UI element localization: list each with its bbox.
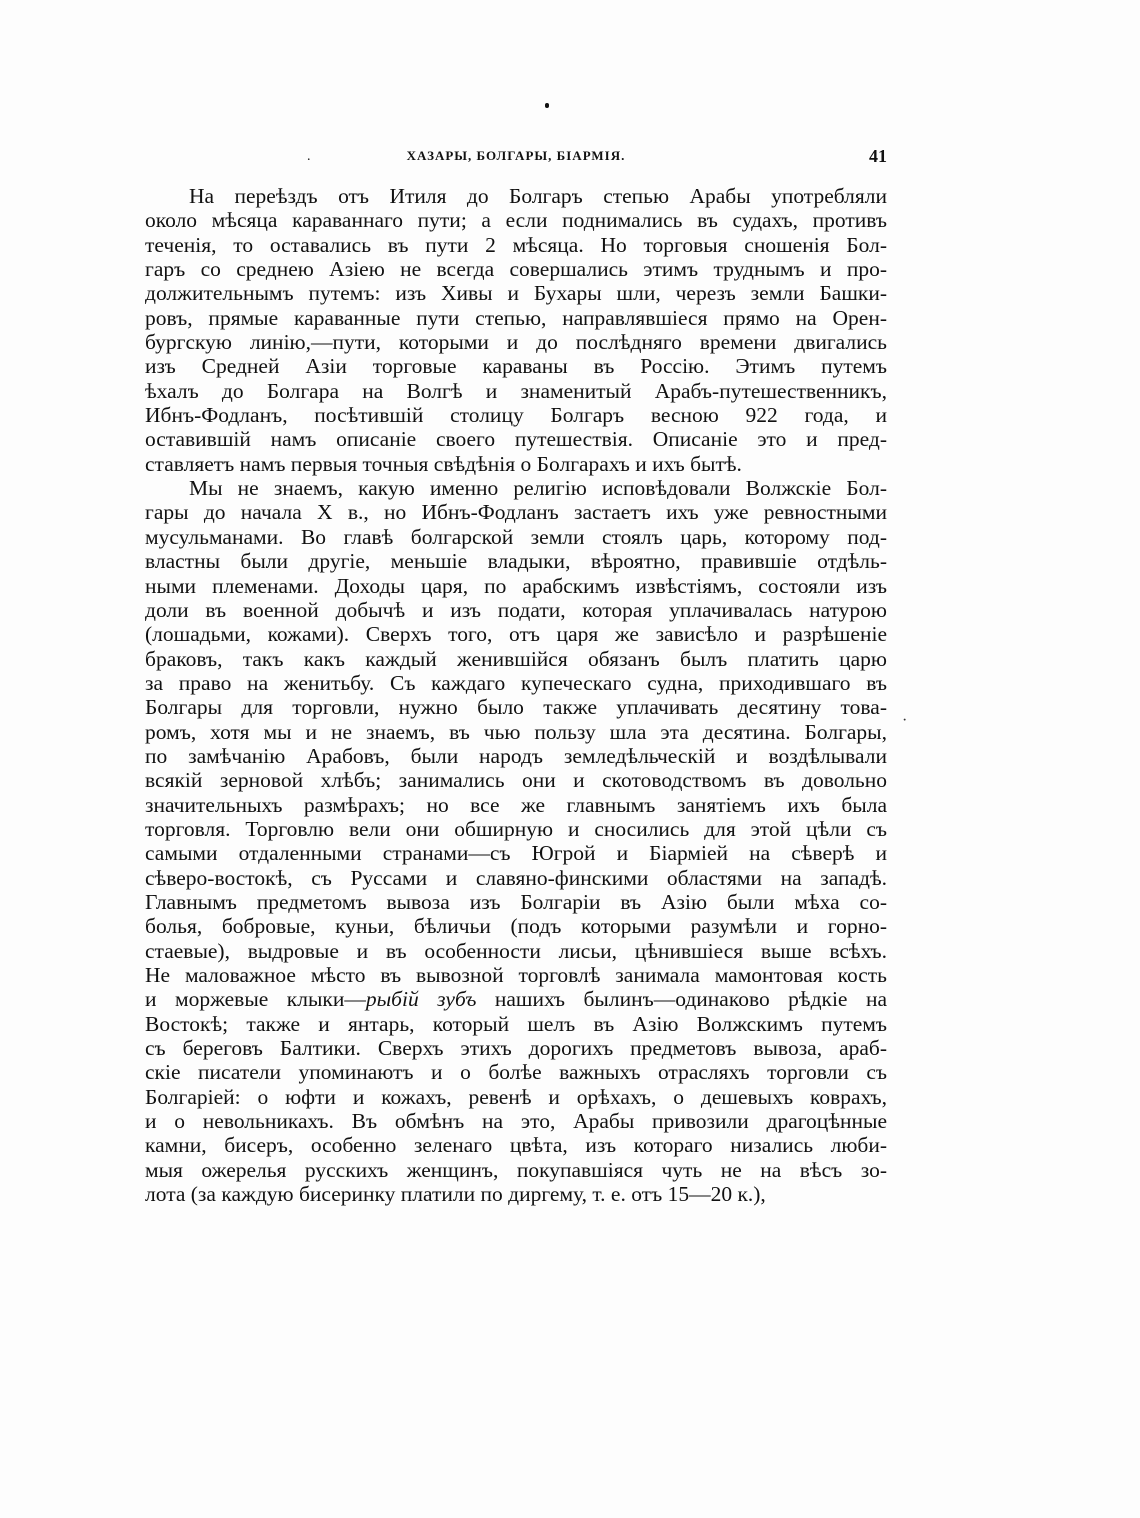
text-line: властны были другіе, меньшіе владыки, вѣроятно, правившіе отдѣль- [145, 549, 887, 574]
text-line: теченія, то оставались въ пути 2 мѣсяца. Но торговыя сношенія Бол- [145, 232, 887, 257]
text-line: Болгары для торговли, нужно было также уплачивать десятину това- [145, 695, 887, 720]
text-line: Болгаріей: о юфти и кожахъ, ревенѣ и орѣхахъ, о дешевыхъ коврахъ, [145, 1084, 887, 1109]
running-head-title: ХАЗАРЫ, БОЛГАРЫ, БІАРМІЯ. [406, 148, 626, 163]
text-line [145, 987, 887, 1011]
margin-mark: · [902, 712, 908, 729]
text-line: доли въ военной добычѣ и изъ подати, которая уплачивалась натурою [145, 597, 887, 622]
text-line: по замѣчанію Арабовъ, были народъ земледѣльческій и воздѣлывали [145, 743, 887, 768]
italic-phrase: рыбій зубъ [365, 987, 477, 1012]
text-line: Востокѣ; также и янтарь, который шелъ въ Азію Волжскимъ путемъ [145, 1011, 887, 1036]
text-line: значительныхъ размѣрахъ; но все же главнымъ занятіемъ ихъ была [145, 792, 887, 817]
text-line: Мы не знаемъ, какую именно религію исповѣдовали Волжскіе Бол- [189, 476, 887, 501]
running-head [145, 146, 887, 170]
text-line: всякій зерновой хлѣбъ; занимались они и скотоводствомъ въ довольно [145, 768, 887, 793]
page-number: 41 [869, 146, 887, 166]
text-line: На переѣздъ отъ Итиля до Болгаръ степью Арабы употребляли [189, 184, 887, 208]
text-line: изъ Средней Азіи торговые караваны въ Россію. Этимъ путемъ [145, 354, 887, 379]
text-line: и о невольникахъ. Въ обмѣнъ на это, Арабы привозили драгоцѣнные [145, 1109, 887, 1134]
text-line: бургскую линію,—пути, которыми и до послѣдняго времени двигались [145, 330, 887, 355]
text-run: нашихъ былинъ—одинаково рѣдкіе на [476, 987, 887, 1012]
text-line: Не маловажное мѣсто въ вывозной торговлѣ занимала мамонтовая кость [145, 963, 887, 987]
text-line: гаръ со среднею Азіею не всегда совершались этимъ труднымъ и про- [145, 257, 887, 282]
text-line: стаевые), выдровые и въ особенности лисьи, цѣнившіеся выше всѣхъ. [145, 938, 887, 963]
text-line: за право на женитьбу. Съ каждаго купеческаго судна, приходившаго въ [145, 670, 887, 695]
body-text [145, 184, 887, 1206]
text-line: лота (за каждую бисеринку платили по диргему, т. е. отъ 15—20 к.), [145, 1182, 766, 1207]
text-line: ставляетъ намъ первыя точныя свѣдѣнія о Болгарахъ и ихъ бытѣ. [145, 451, 742, 476]
text-line: скіе писатели упоминаютъ и о болѣе важныхъ отрасляхъ торговли съ [145, 1060, 887, 1085]
running-head-dot: . [307, 149, 311, 164]
paragraph-1 [145, 184, 887, 476]
text-line: мусульманами. Во главѣ болгарской земли стоялъ царь, которому под- [145, 524, 887, 549]
text-line: оставившій намъ описаніе своего путешествія. Описаніе это и пред- [145, 427, 887, 452]
text-line: браковъ, такъ какъ каждый женившійся обязанъ былъ платить царю [145, 646, 887, 671]
text-line: должительнымъ путемъ: изъ Хивы и Бухары шли, черезъ земли Башки- [145, 281, 887, 306]
ink-speck [545, 103, 549, 108]
text-line: Ибнъ-Фодланъ, посѣтившій столицу Болгаръ весною 922 года, и [145, 403, 887, 428]
text-line: торговля. Торговлю вели они обширную и сносились для этой цѣли съ [145, 816, 887, 841]
text-line: гары до начала X в., но Ибнъ-Фодланъ застаетъ ихъ уже ревностными [145, 500, 887, 525]
text-run: и моржевые клыки— [145, 987, 366, 1012]
text-line: ромъ, хотя мы и не знаемъ, въ чью пользу шла эта десятина. Болгары, [145, 719, 887, 744]
text-line: самыми отдаленными странами—съ Югрой и Біарміей на сѣверѣ и [145, 841, 887, 866]
text-line: ными племенами. Доходы царя, по арабскимъ извѣстіямъ, состояли изъ [145, 573, 887, 598]
text-line: мыя ожерелья русскихъ женщинъ, покупавшіяся чуть не на вѣсъ зо- [145, 1157, 887, 1182]
text-line: около мѣсяца караваннаго пути; а если поднимались въ судахъ, противъ [145, 208, 887, 233]
text-line: болья, бобровые, куньи, бѣличьи (подъ которыми разумѣли и горно- [145, 914, 887, 939]
text-line: (лошадьми, кожами). Сверхъ того, отъ царя же зависѣло и разрѣшеніе [145, 622, 887, 647]
text-line: камни, бисеръ, особенно зеленаго цвѣта, изъ котораго низались люби- [145, 1133, 887, 1158]
text-line: ровъ, прямые караванные пути степью, направлявшіеся прямо на Орен- [145, 305, 887, 330]
text-line: сѣверо-востокѣ, съ Руссами и славяно-финскими областями на западѣ. [145, 865, 887, 890]
paragraph-2 [145, 476, 887, 1206]
text-line: ѣхалъ до Болгара на Волгѣ и знаменитый Арабъ-путешественникъ, [145, 378, 887, 403]
text-line: съ береговъ Балтики. Сверхъ этихъ дорогихъ предметовъ вывоза, араб- [145, 1036, 887, 1061]
text-line: Главнымъ предметомъ вывоза изъ Болгаріи въ Азію были мѣха со- [145, 889, 887, 914]
